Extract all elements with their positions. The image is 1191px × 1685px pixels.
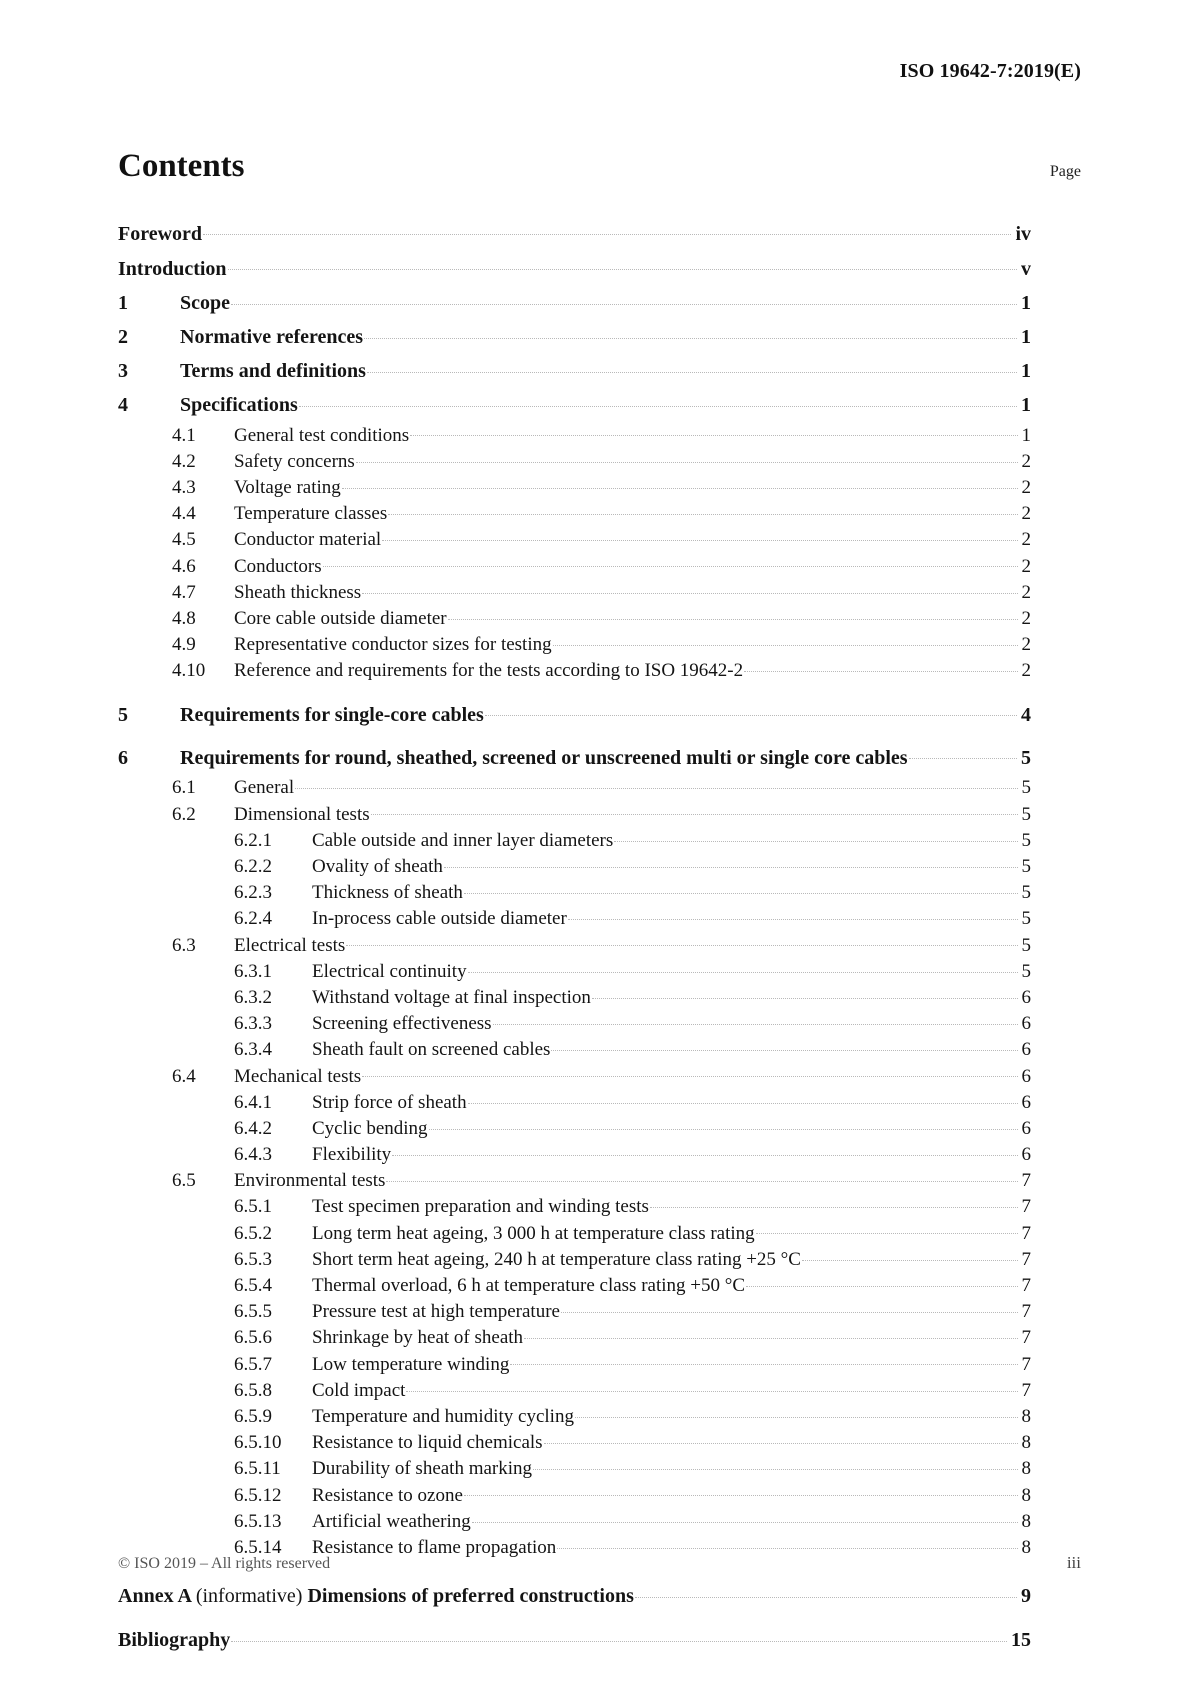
toc-entry-title: Specifications [180,394,298,416]
toc-dot-leader [382,526,1017,545]
toc-entry-number: 6.4.3 [234,1144,272,1166]
toc-entry-number: 5 [118,703,128,726]
toc-annex-suffix: Dimensions of preferred constructions [302,1585,634,1607]
toc-entry[interactable] [118,1219,1031,1245]
toc-entry-page: 5 [1021,829,1031,851]
toc-dot-leader [635,1582,1017,1602]
toc-dot-leader [444,853,1018,872]
toc-entry-title: Bibliography [118,1629,231,1651]
toc-spacer [118,731,1031,740]
toc-dot-leader [386,1167,1017,1186]
toc-entry-title: Conductor material [234,529,382,551]
toc-entry-page: 1 [1021,360,1031,382]
toc-entry[interactable] [118,447,1031,473]
toc-entry[interactable] [118,578,1031,604]
toc-entry-page: 5 [1021,908,1031,930]
toc-entry-number: 6.5.8 [234,1379,272,1401]
toc-entry[interactable] [118,800,1031,826]
toc-entry-number: 6.5.10 [234,1432,282,1454]
toc-entry-page: 2 [1021,503,1031,525]
toc-entry-title: Core cable outside diameter [234,607,447,629]
toc-entry-number: 4.1 [172,424,196,446]
toc-dot-leader [464,1482,1018,1501]
toc-entry-number: 6.1 [172,777,196,799]
toc-dot-leader [568,905,1018,924]
toc-dot-leader [371,801,1018,820]
toc-dot-leader [650,1193,1018,1212]
toc-entry-title: Strip force of sheath [312,1091,467,1113]
table-of-contents [118,215,1031,1657]
toc-entry-number: 6.3.3 [234,1013,272,1035]
toc-entry-page: 6 [1021,1039,1031,1061]
toc-annex-qualifier: (informative) [195,1585,303,1607]
toc-entry-page: 7 [1021,1248,1031,1270]
toc-entry-number: 6.5.13 [234,1510,282,1532]
toc-dot-leader [544,1429,1018,1448]
toc-entry-title: Resistance to liquid chemicals [312,1432,543,1454]
toc-entry-title: General test conditions [234,424,410,446]
toc-entry-number: 4.10 [172,660,206,682]
toc-entry[interactable] [118,1245,1031,1271]
toc-entry-number: 6.5.2 [234,1222,272,1244]
page-title: Contents [118,148,245,184]
toc-entry-number: 6.3.1 [234,960,272,982]
toc-entry-page: 5 [1021,934,1031,956]
toc-dot-leader [756,1220,1018,1239]
toc-entry-page: 7 [1021,1275,1031,1297]
toc-entry-number: 6.5.9 [234,1405,272,1427]
toc-dot-leader [231,289,1017,309]
toc-entry-page: 2 [1021,555,1031,577]
toc-entry-number: 6.3 [172,934,196,956]
toc-dot-leader [551,1036,1017,1055]
toc-entry-title: Introduction [118,257,227,280]
toc-entry[interactable] [118,931,1031,957]
toc-dot-leader [553,631,1018,650]
toc-entry-title: Test specimen preparation and winding tests [312,1196,649,1218]
toc-entry-number: 4 [118,394,128,416]
toc-dot-leader [510,1351,1017,1370]
toc-entry-title: Normative references [180,326,364,348]
toc-entry-page: 7 [1021,1327,1031,1349]
toc-entry-title: Environmental tests [234,1170,386,1192]
toc-entry[interactable] [118,1088,1031,1114]
toc-entry-title: Low temperature winding [312,1353,510,1375]
toc-entry-page: 2 [1021,660,1031,682]
toc-entry-number: 6.5.5 [234,1301,272,1323]
toc-entry-title: Foreword [118,222,203,245]
toc-entry-page: 6 [1021,1013,1031,1035]
toc-entry-title: Flexibility [312,1144,392,1166]
toc-entry[interactable] [118,1455,1031,1481]
toc-entry-number: 6.3.4 [234,1039,272,1061]
toc-dot-leader [299,391,1017,411]
toc-entry-number: 2 [118,326,128,348]
toc-entry-page: 2 [1021,450,1031,472]
toc-entry-page: 8 [1021,1405,1031,1427]
toc-entry[interactable] [118,387,1031,421]
toc-entry-page: 8 [1021,1458,1031,1480]
toc-entry-number: 6.3.2 [234,986,272,1008]
toc-entry-title: Durability of sheath marking [312,1458,533,1480]
toc-entry-title: Short term heat ageing, 240 h at temperature class rating +25 °C [312,1248,801,1270]
toc-entry-number: 4.7 [172,581,196,603]
toc-entry-title: In-process cable outside diameter [312,908,567,930]
toc-entry[interactable] [118,740,1031,774]
toc-dot-leader [356,448,1018,467]
toc-entry[interactable] [118,1429,1031,1455]
toc-entry-page: 2 [1021,634,1031,656]
toc-entry[interactable] [118,526,1031,552]
toc-entry[interactable] [118,879,1031,905]
toc-dot-leader [524,1324,1017,1343]
toc-entry[interactable] [118,604,1031,630]
toc-entry[interactable] [118,215,1031,250]
toc-entry-title: Ovality of sheath [312,856,443,878]
toc-dot-leader [485,701,1017,721]
toc-dot-leader [203,220,1011,240]
toc-entry-page: 5 [1021,746,1031,769]
toc-entry-number: 6.5 [172,1170,196,1192]
toc-dot-leader [746,1272,1017,1291]
toc-entry[interactable] [118,905,1031,931]
toc-entry-title [118,1585,634,1608]
toc-entry-page: 5 [1021,803,1031,825]
toc-dot-leader [493,1010,1018,1029]
toc-dot-leader [346,932,1017,951]
toc-entry-number: 6.2.2 [234,856,272,878]
toc-entry-number: 6.5.11 [234,1458,281,1480]
toc-entry-title: Withstand voltage at final inspection [312,986,591,1008]
toc-entry-page: 7 [1021,1301,1031,1323]
toc-entry-page: 7 [1021,1222,1031,1244]
toc-entry-page: 6 [1021,1144,1031,1166]
toc-entry[interactable] [118,657,1031,683]
toc-entry-title: Conductors [234,555,322,577]
toc-dot-leader [367,357,1017,377]
toc-entry[interactable] [118,319,1031,353]
toc-entry[interactable] [118,1324,1031,1350]
toc-entry-title: Pressure test at high temperature [312,1301,560,1323]
toc-entry[interactable] [118,1402,1031,1428]
toc-entry[interactable] [118,774,1031,800]
toc-entry-number: 4.5 [172,529,196,551]
toc-entry-title: Resistance to ozone [312,1484,463,1506]
toc-entry-page: 8 [1021,1432,1031,1454]
toc-entry-number: 6.5.4 [234,1275,272,1297]
toc-entry-page: 1 [1021,292,1031,314]
toc-entry-title: Requirements for round, sheathed, screened or unscreened multi or single core cables [180,746,908,769]
toc-entry-number: 6.5.3 [234,1248,272,1270]
toc-entry[interactable] [118,353,1031,387]
toc-entry-number: 6.2.4 [234,908,272,930]
toc-dot-leader [561,1298,1018,1317]
toc-entry-page: 5 [1021,960,1031,982]
toc-entry-title: Cold impact [312,1379,406,1401]
toc-entry-number: 6.4 [172,1065,196,1087]
toc-entry-number: 3 [118,360,128,382]
toc-entry-page: 1 [1021,394,1031,416]
toc-entry-title: Representative conductor sizes for testing [234,634,552,656]
toc-entry-title: Voltage rating [234,476,341,498]
toc-entry[interactable] [118,1062,1031,1088]
toc-dot-leader [575,1403,1018,1422]
toc-entry-number: 6.5.6 [234,1327,272,1349]
toc-entry-page: 7 [1021,1196,1031,1218]
toc-entry[interactable] [118,1376,1031,1402]
toc-entry-number: 1 [118,292,128,314]
toc-spacer [118,683,1031,697]
toc-entry[interactable] [118,1271,1031,1297]
toc-entry-page: 6 [1021,986,1031,1008]
toc-entry-title: General [234,777,295,799]
toc-dot-leader [228,255,1017,275]
toc-entry[interactable] [118,500,1031,526]
toc-dot-leader [909,744,1017,764]
toc-entry-number: 6.4.1 [234,1091,272,1113]
toc-entry[interactable] [118,552,1031,578]
copyright-notice: © ISO 2019 – All rights reserved [118,1555,331,1572]
toc-entry[interactable] [118,1036,1031,1062]
toc-dot-leader [362,1063,1017,1082]
toc-entry-number: 6.5.1 [234,1196,272,1218]
toc-dot-leader [472,1508,1018,1527]
document-reference-header: ISO 19642-7:2019(E) [899,60,1081,82]
toc-dot-leader [592,984,1018,1003]
toc-entry-title: Cable outside and inner layer diameters [312,829,614,851]
toc-entry-title: Thickness of sheath [312,882,463,904]
toc-entry[interactable] [118,421,1031,447]
toc-entry-number: 6.2.1 [234,829,272,851]
toc-entry[interactable] [118,1350,1031,1376]
toc-entry-page: iv [1015,222,1031,245]
toc-dot-leader [802,1246,1018,1265]
toc-dot-leader [533,1455,1017,1474]
toc-entry[interactable] [118,1622,1031,1657]
toc-entry-title: Electrical tests [234,934,346,956]
toc-entry-title: Long term heat ageing, 3 000 h at temperature class rating [312,1222,755,1244]
toc-entry-title: Thermal overload, 6 h at temperature class rating +50 °C [312,1275,746,1297]
toc-entry[interactable] [118,1141,1031,1167]
toc-entry[interactable] [118,852,1031,878]
toc-entry-title: Terms and definitions [180,360,366,382]
toc-entry-title: Dimensional tests [234,803,370,825]
toc-annex-prefix: Annex A [118,1585,196,1607]
toc-entry-number: 6.5.12 [234,1484,282,1506]
toc-entry-page: 7 [1021,1353,1031,1375]
toc-entry-title: Temperature classes [234,503,388,525]
toc-entry-page: 6 [1021,1065,1031,1087]
toc-entry[interactable] [118,983,1031,1009]
toc-entry-number: 4.8 [172,607,196,629]
toc-dot-leader [464,879,1018,898]
toc-entry[interactable] [118,1193,1031,1219]
toc-entry-title: Sheath fault on screened cables [312,1039,551,1061]
toc-entry-number: 6.5.14 [234,1536,282,1558]
toc-dot-leader [468,1089,1018,1108]
toc-entry-page: 2 [1021,581,1031,603]
toc-entry-page: 5 [1021,777,1031,799]
toc-entry-page: 15 [1011,1629,1031,1651]
toc-entry-title: Safety concerns [234,450,355,472]
toc-entry[interactable] [118,1481,1031,1507]
toc-dot-leader [557,1534,1017,1553]
toc-entry[interactable] [118,1114,1031,1140]
toc-entry-title: Reference and requirements for the tests according to ISO 19642-2 [234,660,744,682]
toc-dot-leader [362,579,1017,598]
toc-entry-title: Cyclic bending [312,1117,428,1139]
toc-entry-title: Requirements for single-core cables [180,703,484,726]
toc-entry-page: 6 [1021,1091,1031,1113]
toc-entry-number: 6.2 [172,803,196,825]
toc-entry-page: 8 [1021,1484,1031,1506]
toc-dot-leader [295,774,1017,793]
toc-entry[interactable] [118,473,1031,499]
toc-entry-number: 6.5.7 [234,1353,272,1375]
toc-dot-leader [231,1626,1007,1646]
toc-dot-leader [429,1115,1018,1134]
toc-entry-page: 5 [1021,856,1031,878]
toc-dot-leader [388,500,1017,519]
toc-entry-title: Mechanical tests [234,1065,362,1087]
toc-entry-page: 5 [1021,882,1031,904]
toc-spacer [118,1613,1031,1622]
toc-entry-page: 7 [1021,1379,1031,1401]
toc-entry-number: 6 [118,746,128,769]
toc-entry-title: Resistance to flame propagation [312,1536,557,1558]
toc-entry[interactable] [118,1010,1031,1036]
toc-entry-number: 4.3 [172,476,196,498]
toc-entry[interactable] [118,250,1031,285]
toc-dot-leader [323,553,1018,572]
page-column-label: Page [1049,163,1081,180]
toc-entry-number: 4.4 [172,503,196,525]
toc-entry-title: Sheath thickness [234,581,362,603]
toc-entry-title: Scope [180,292,230,314]
toc-entry-page: 4 [1021,703,1031,726]
toc-entry-page: 8 [1021,1536,1031,1558]
toc-entry-page: 9 [1021,1585,1031,1607]
toc-entry-number: 4.9 [172,634,196,656]
toc-entry-page: 1 [1021,326,1031,348]
toc-entry[interactable] [118,826,1031,852]
toc-dot-leader [614,827,1017,846]
toc-entry-page: v [1021,257,1031,280]
toc-dot-leader [392,1141,1017,1160]
toc-entry-title: Screening effectiveness [312,1013,492,1035]
toc-entry[interactable] [118,1298,1031,1324]
toc-entry[interactable] [118,631,1031,657]
toc-dot-leader [342,474,1018,493]
toc-entry[interactable] [118,957,1031,983]
toc-entry-number: 4.2 [172,450,196,472]
toc-entry-page: 1 [1021,424,1031,446]
toc-entry-page: 6 [1021,1117,1031,1139]
toc-dot-leader [410,422,1017,441]
toc-entry-title: Temperature and humidity cycling [312,1405,574,1427]
toc-entry-title: Artificial weathering [312,1510,471,1532]
toc-dot-leader [468,958,1018,977]
contents-header [118,150,1081,183]
toc-entry-title: Shrinkage by heat of sheath [312,1327,524,1349]
toc-dot-leader [744,657,1017,676]
toc-entry-title: Electrical continuity [312,960,467,982]
toc-entry-number: 6.2.3 [234,882,272,904]
page-footer [118,1553,1081,1573]
toc-entry[interactable] [118,285,1031,319]
toc-entry-page: 8 [1021,1510,1031,1532]
toc-entry-page: 7 [1021,1170,1031,1192]
toc-dot-leader [448,605,1018,624]
toc-entry-number: 6.4.2 [234,1117,272,1139]
toc-entry[interactable] [118,1507,1031,1533]
toc-entry-page: 2 [1021,607,1031,629]
footer-page-number: iii [1066,1553,1081,1572]
toc-entry-page: 2 [1021,529,1031,551]
toc-entry-page: 2 [1021,476,1031,498]
toc-dot-leader [406,1377,1017,1396]
toc-entry[interactable] [118,697,1031,731]
toc-entry[interactable] [118,1167,1031,1193]
toc-entry-number: 4.6 [172,555,196,577]
toc-entry[interactable] [118,1578,1031,1613]
toc-dot-leader [364,323,1017,343]
